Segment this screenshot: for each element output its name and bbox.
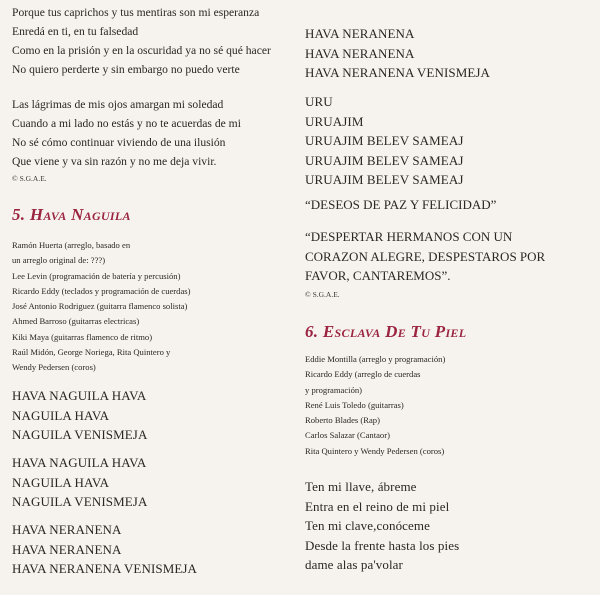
lyric-line: Desde la frente hasta los pies (305, 537, 460, 553)
quote-line: FAVOR, CANTAREMOS”. (305, 268, 451, 283)
lyric-line: No quiero perderte y sin embargo no puedo verte (12, 63, 240, 76)
credit-line: Carlos Salazar (Cantaor) (305, 430, 390, 441)
lyric-line: NAGUILA VENISMEJA (12, 427, 148, 442)
lyric-line: URUAJIM (305, 113, 364, 129)
credit-line: José Antonio Rodriguez (guitarra flamenco solista) (12, 301, 188, 312)
verse-block (305, 477, 459, 575)
lyric-line: Porque tus caprichos y tus mentiras son mi esperanza (12, 6, 260, 19)
credit-line: Ramón Huerta (arreglo, basado en (12, 240, 131, 250)
song-title: 5. Hava Naguila (12, 205, 131, 224)
lyric-line: Ten mi clave,conóceme (305, 518, 430, 533)
lyric-line: dame alas pa'volar (305, 557, 403, 572)
lyric-line: HAVA NERANENA (305, 45, 415, 61)
lyric-line: URUAJIM BELEV SAMEAJ (305, 172, 464, 187)
lyric-line: NAGUILA HAVA (12, 474, 110, 490)
credit-line: Wendy Pedersen (coros) (12, 362, 96, 373)
copyright-notice: © S.G.A.E. (12, 174, 47, 183)
credit-line: Ricardo Eddy (arreglo de cuerdas (305, 369, 421, 380)
quote-line: “DESPERTAR HERMANOS CON UN (305, 229, 513, 244)
translation-quote: “DESEOS DE PAZ Y FELICIDAD” (305, 197, 497, 212)
credit-line: Eddie Montilla (arreglo y programación) (305, 354, 446, 364)
lyric-line: HAVA NERANENA (305, 26, 415, 41)
lyric-line: Como en la prisión y en la oscuridad ya no sé qué hacer (12, 44, 271, 57)
lyric-line: URU (305, 94, 333, 109)
lyric-line: HAVA NERANENA VENISMEJA (305, 65, 491, 80)
lyric-line: HAVA NERANENA (12, 541, 122, 557)
lyric-line: HAVA NERANENA (12, 522, 122, 537)
translation-quote (305, 227, 545, 286)
chorus-block (12, 520, 197, 579)
song-credits (305, 352, 445, 459)
credit-line: Ricardo Eddy (teclados y programación de cuerdas) (12, 285, 191, 296)
credit-line: Lee Levin (programación de batería y percusión) (12, 270, 181, 281)
lyric-line: HAVA NAGUILA HAVA (12, 388, 147, 403)
chorus-block (12, 453, 147, 512)
lyric-line: URUAJIM BELEV SAMEAJ (305, 133, 464, 148)
song-title: 6. Esclava De Tu Piel (305, 322, 467, 341)
lyric-line: Las lágrimas de mis ojos amargan mi soledad (12, 98, 224, 111)
verse-block (12, 3, 271, 79)
verse-block (12, 95, 241, 171)
credit-line: René Luis Toledo (guitarras) (305, 399, 404, 410)
quote-line: CORAZON ALEGRE, DESPESTAROS POR (305, 248, 546, 264)
credit-line: Kiki Maya (guitarras flamenco de ritmo) (12, 331, 153, 342)
credit-line: Ahmed Barroso (guitarras electricas) (12, 316, 140, 327)
lyric-line: NAGUILA VENISMEJA (12, 494, 148, 509)
song-credits (12, 238, 191, 376)
lyric-line: Enredá en ti, en tu falsedad (12, 25, 139, 38)
credit-line: y programación) (305, 384, 363, 395)
lyric-line: NAGUILA HAVA (12, 407, 110, 423)
chorus-block (12, 386, 147, 445)
credit-line: un arreglo original de: ???) (12, 255, 106, 266)
chorus-block (305, 92, 464, 190)
lyric-line: No sé cómo continuar viviendo de una ilusión (12, 136, 226, 149)
lyric-line: HAVA NAGUILA HAVA (12, 455, 147, 470)
credit-line: Roberto Blades (Rap) (305, 415, 380, 426)
chorus-block (305, 24, 490, 83)
credit-line: Raúl Midón, George Noriega, Rita Quintero y (12, 347, 171, 358)
lyric-line: Que viene y va sin razón y no me deja vivir. (12, 155, 217, 168)
lyric-line: Entra en el reino de mi piel (305, 498, 450, 514)
lyric-line: Cuando a mi lado no estás y no te acuerdas de mi (12, 117, 241, 130)
credit-line: Rita Quintero y Wendy Pedersen (coros) (305, 445, 445, 456)
lyric-line: Ten mi llave, ábreme (305, 479, 417, 494)
copyright-notice: © S.G.A.E. (305, 290, 340, 299)
lyric-line: URUAJIM BELEV SAMEAJ (305, 152, 464, 168)
lyric-line: HAVA NERANENA VENISMEJA (12, 561, 198, 576)
